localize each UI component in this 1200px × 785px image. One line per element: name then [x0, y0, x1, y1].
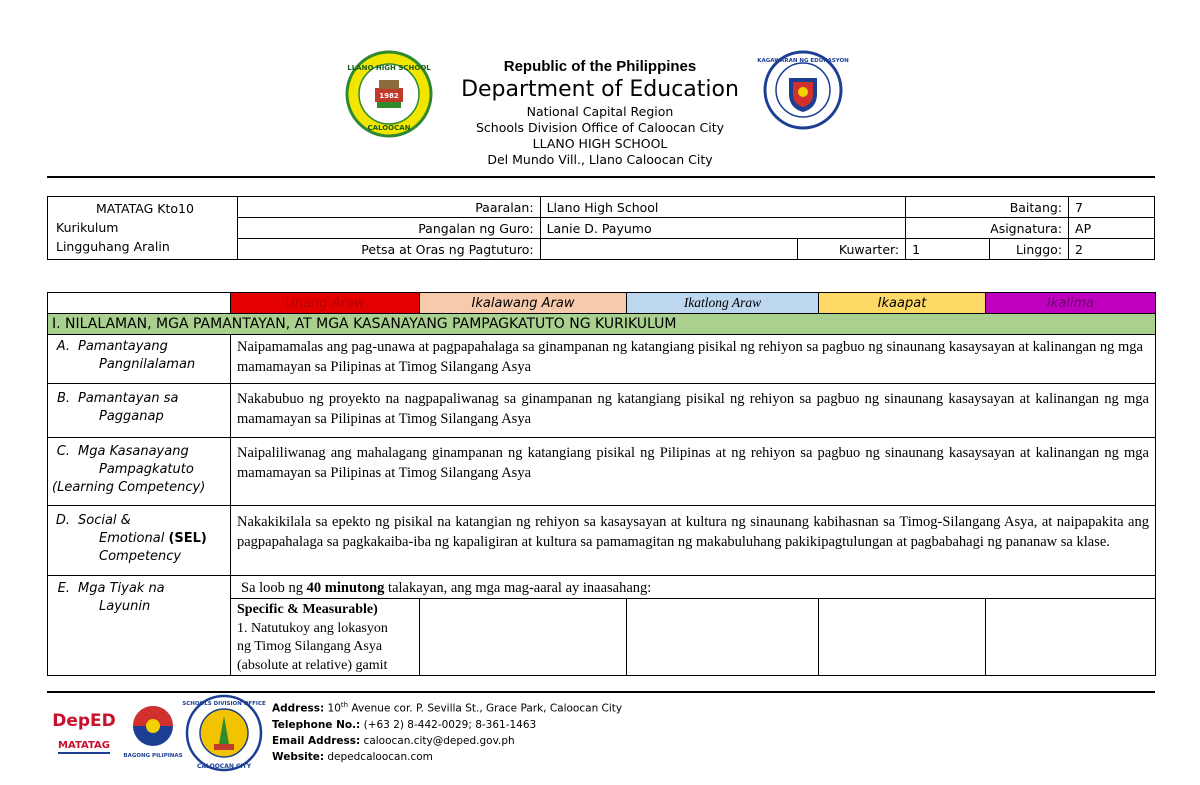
school-address-line: Del Mundo Vill., Llano Caloocan City [487, 152, 713, 167]
section-row [48, 314, 1156, 335]
row-b-label [48, 384, 231, 438]
footer-telephone [272, 717, 622, 733]
day-1-objective [231, 599, 420, 676]
website-label: Website: [272, 750, 325, 763]
objective-title: Specific & Measurable) [237, 602, 378, 617]
school-seal-bottom: CALOOCAN [367, 124, 411, 132]
footer-contact [272, 697, 622, 765]
footer-website [272, 749, 622, 765]
row-c-content: Naipaliliwanag ang mahalagang ginampanan ng katangiang pisikal ng Pilipinas at ng rehiyon sa pagbuo ng sinaunang kasaysayan at kalinangan ng mga mamamayan sa Pilipinas at Timog Silangang Asya [231, 438, 1156, 506]
header-divider [47, 176, 1155, 178]
row-c-label [48, 438, 231, 506]
kuwarter-label: Kuwarter: [798, 239, 906, 260]
sdo-logo-bottom: CALOOCAN CITY [196, 763, 252, 770]
address-value-b: Avenue cor. P. Sevilla St., Grace Park, Caloocan City [348, 702, 623, 715]
letterhead [0, 0, 1200, 180]
row-b-label-1: Pamantayan sa [78, 391, 179, 406]
table-row [48, 506, 1156, 576]
sdo-logo-top: SCHOOLS DIVISION OFFICE [182, 701, 266, 707]
day-header-blank [48, 293, 231, 314]
linggo-label: Linggo: [990, 239, 1069, 260]
guro-label: Pangalan ng Guro: [237, 218, 540, 239]
row-b-label-2: Pagganap [99, 409, 164, 424]
row-a-label-1: Pamantayang [78, 339, 168, 354]
row-b-letter: B. [56, 391, 70, 406]
school-seal-year: 1982 [379, 92, 399, 100]
row-e-label-1: Mga Tiyak na [78, 581, 165, 596]
day-2-header: Ikalawang Araw [420, 293, 627, 314]
table-row [48, 335, 1156, 384]
row-e-label [48, 576, 231, 676]
paaralan-label: Paaralan: [237, 197, 540, 218]
school-line: LLANO HIGH SCHOOL [532, 136, 668, 151]
telephone-label: Telephone No.: [272, 718, 361, 731]
day-3-objective [627, 599, 819, 676]
row-a-content: Naipamamalas ang pag-unawa at pagpapahalaga sa ginampanan ng katangiang pisikal ng rehiyon sa pagbuo ng sinaunang kasaysayan at kalinangan ng mga mamamayan sa Pilipinas at Timog Silangang Asya [231, 335, 1156, 384]
day-4-objective [819, 599, 986, 676]
lesson-plan-table [47, 292, 1156, 676]
deped-seal-text: KAGAWARAN NG EDUKASYON [757, 58, 849, 64]
day-header-row [48, 293, 1156, 314]
school-seal [345, 50, 433, 138]
row-e-label-2: Layunin [99, 599, 151, 614]
footer-address [272, 697, 622, 717]
day-4-header: Ikaapat [819, 293, 986, 314]
day-5-header: Ikalima [986, 293, 1156, 314]
petsa-label: Petsa at Oras ng Pagtuturo: [237, 239, 540, 260]
table-row [48, 576, 1156, 599]
footer-email [272, 733, 622, 749]
department-title: Department of Education [461, 77, 739, 102]
school-seal-top: LLANO HIGH SCHOOL [347, 64, 431, 72]
linggo-value: 2 [1069, 239, 1155, 260]
paaralan-value: Llano High School [540, 197, 906, 218]
email-value: caloocan.city@deped.gov.ph [360, 734, 515, 747]
row-c-label-1: Mga Kasanayang [78, 444, 189, 459]
kuwarter-value: 1 [906, 239, 990, 260]
sdo-caloocan-logo [182, 694, 266, 776]
address-sup: th [340, 701, 349, 709]
row-a-letter: A. [56, 339, 70, 354]
republic-title: Republic of the Philippines [503, 58, 697, 75]
day-3-header: Ikatlong Araw [627, 293, 819, 314]
petsa-value [540, 239, 798, 260]
telephone-value: (+63 2) 8-442-0029; 8-361-1463 [360, 718, 537, 731]
matatag-wordmark: MATATAG [58, 740, 110, 751]
row-a-label [48, 335, 231, 384]
region-line: National Capital Region [526, 104, 674, 119]
row-d-label-1: Social & [78, 513, 131, 528]
row-d-label-3: Competency [99, 549, 182, 564]
table-row [48, 384, 1156, 438]
address-value-a: 10 [324, 702, 341, 715]
lesson-info-table [47, 196, 1155, 260]
asignatura-value: AP [1069, 218, 1155, 239]
letterhead-text [440, 58, 760, 168]
row-d-label [48, 506, 231, 576]
email-label: Email Address: [272, 734, 361, 747]
curriculum-cell [48, 197, 238, 260]
row-e-intro-b: 40 minutong [306, 580, 385, 596]
deped-seal [757, 50, 849, 130]
division-line: Schools Division Office of Caloocan City [475, 120, 725, 135]
asignatura-label: Asignatura: [906, 218, 1069, 239]
objective-line-3: (absolute at relative) gamit [237, 657, 388, 673]
bagong-pilipinas-wordmark: BAGONG PILIPINAS [123, 753, 183, 759]
guro-value: Lanie D. Payumo [540, 218, 906, 239]
row-a-label-2: Pangnilalaman [99, 357, 196, 372]
address-label: Address: [272, 702, 325, 715]
row-d-label-sel: (SEL) [168, 531, 207, 546]
deped-wordmark: DepED [52, 711, 116, 731]
objective-line-1: 1. Natutukoy ang lokasyon [237, 620, 388, 636]
row-b-content: Nakabubuo ng proyekto na nagpapaliwanag sa ginampanan ng katangiang pisikal ng rehiyon sa pagbuo ng sinaunang kasaysayan at kalinangan ng mga mamamayan sa Pilipinas at Timog Silangang Asya [231, 384, 1156, 438]
footer-divider [47, 691, 1155, 693]
row-e-intro [231, 576, 1156, 599]
table-row [48, 438, 1156, 506]
row-d-label-2: Emotional [99, 531, 169, 546]
section-title: I. NILALAMAN, MGA PAMANTAYAN, AT MGA KASANAYANG PAMPAGKATUTO NG KURIKULUM [48, 314, 1156, 335]
baitang-value: 7 [1069, 197, 1155, 218]
day-1-header: Unang Araw [231, 293, 420, 314]
row-e-intro-a: Sa loob ng [241, 580, 307, 596]
row-c-label-2: Pampagkatuto [99, 462, 194, 477]
curriculum-line-2: Kurikulum [56, 220, 119, 235]
curriculum-line-3: Lingguhang Aralin [56, 239, 170, 254]
deped-matatag-logo [52, 704, 116, 766]
objective-line-2: ng Timog Silangang Asya [237, 639, 383, 654]
row-c-letter: C. [56, 444, 70, 459]
website-value: depedcaloocan.com [324, 750, 433, 763]
day-2-objective [420, 599, 627, 676]
day-5-objective [986, 599, 1156, 676]
row-d-content: Nakakikilala sa epekto ng pisikal na katangian ng rehiyon sa kasaysayan at kultura ng sinaunang kabihasnan sa Timog-Silangang Asya, at naipapakita ang pagpapahalaga sa pagkakaiba-iba ng kapaligiran at kultura sa pamamagitan ng makabuluhang pakikipagtulungan at pagbabahagi ng pananaw sa klase. [231, 506, 1156, 576]
curriculum-line-1: MATATAG Kto10 [96, 201, 194, 216]
row-e-letter: E. [57, 581, 70, 596]
row-e-intro-c: talakayan, ang mga mag-aaral ay inaasahang: [384, 580, 652, 596]
bagong-pilipinas-logo [120, 700, 186, 766]
row-c-label-3: (Learning Competency) [52, 480, 206, 495]
baitang-label: Baitang: [906, 197, 1069, 218]
row-d-letter: D. [55, 513, 70, 528]
